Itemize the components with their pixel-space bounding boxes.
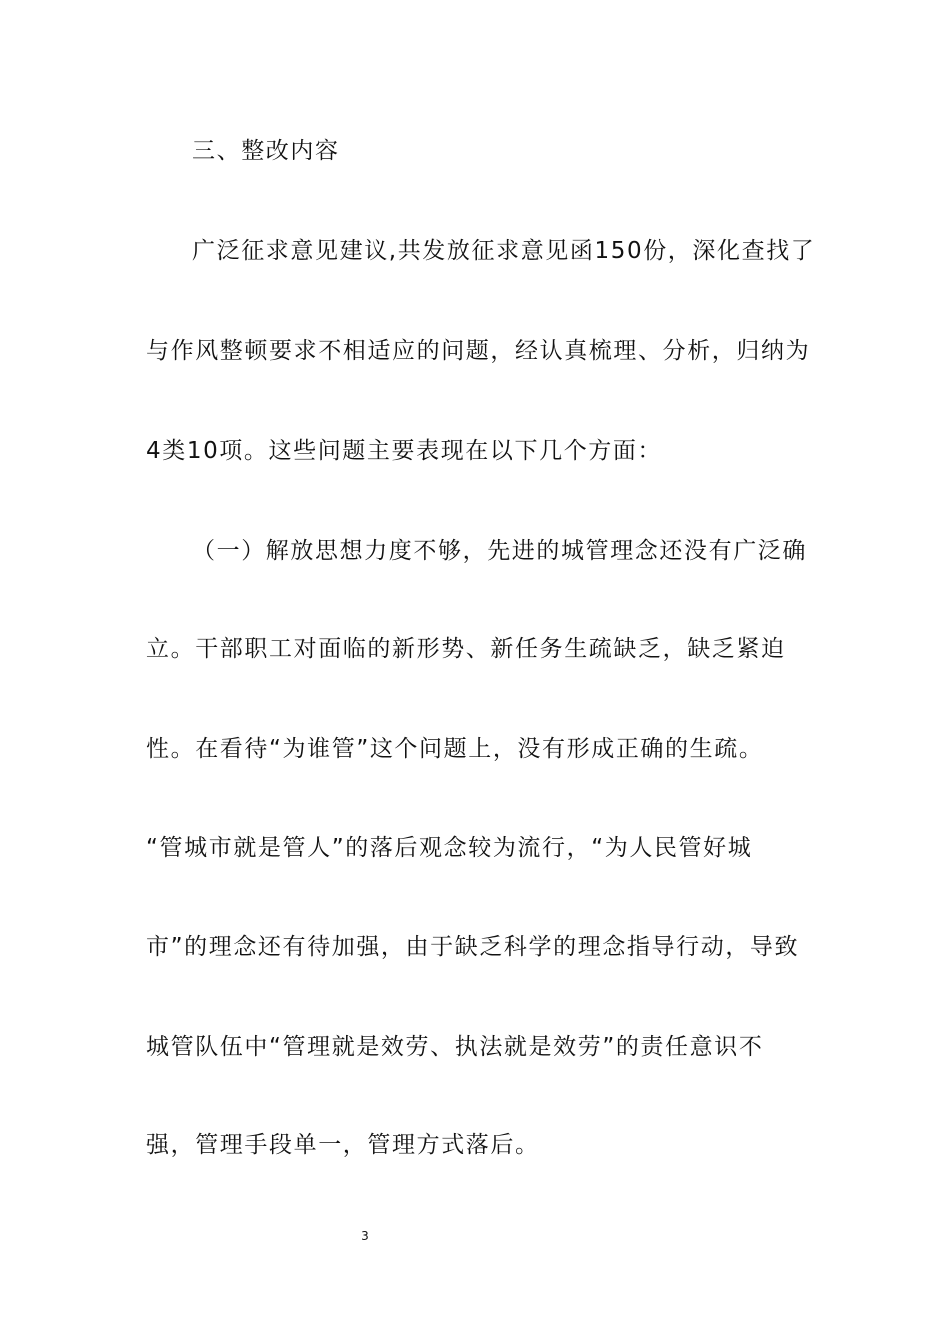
paragraph-line: 立。干部职工对面临的新形势、新任务生疏缺乏，缺乏紧迫 [146,636,786,662]
paragraph-line: “管城市就是管人”的落后观念较为流行，“为人民管好城 [146,835,753,861]
paragraph-line: 市”的理念还有待加强，由于缺乏科学的理念指导行动，导致 [146,934,800,960]
paragraph-line: 性。在看待“为谁管”这个问题上，没有形成正确的生疏。 [146,736,764,762]
paragraph-line: 4类10项。这些问题主要表现在以下几个方面： [146,438,663,464]
paragraph-line: （一）解放思想力度不够，先进的城管理念还没有广泛确 [192,538,807,564]
section-heading: 三、整改内容 [192,138,340,164]
paragraph-line: 广泛征求意见建议,共发放征求意见函150份，深化查找了 [192,238,816,264]
paragraph-line: 城管队伍中“管理就是效劳、执法就是效劳”的责任意识不 [146,1034,764,1060]
page-number: 3 [361,1229,369,1243]
paragraph-line: 与作风整顿要求不相适应的问题，经认真梳理、分析，归纳为 [146,338,811,364]
paragraph-line: 强，管理手段单一，管理方式落后。 [146,1132,540,1158]
